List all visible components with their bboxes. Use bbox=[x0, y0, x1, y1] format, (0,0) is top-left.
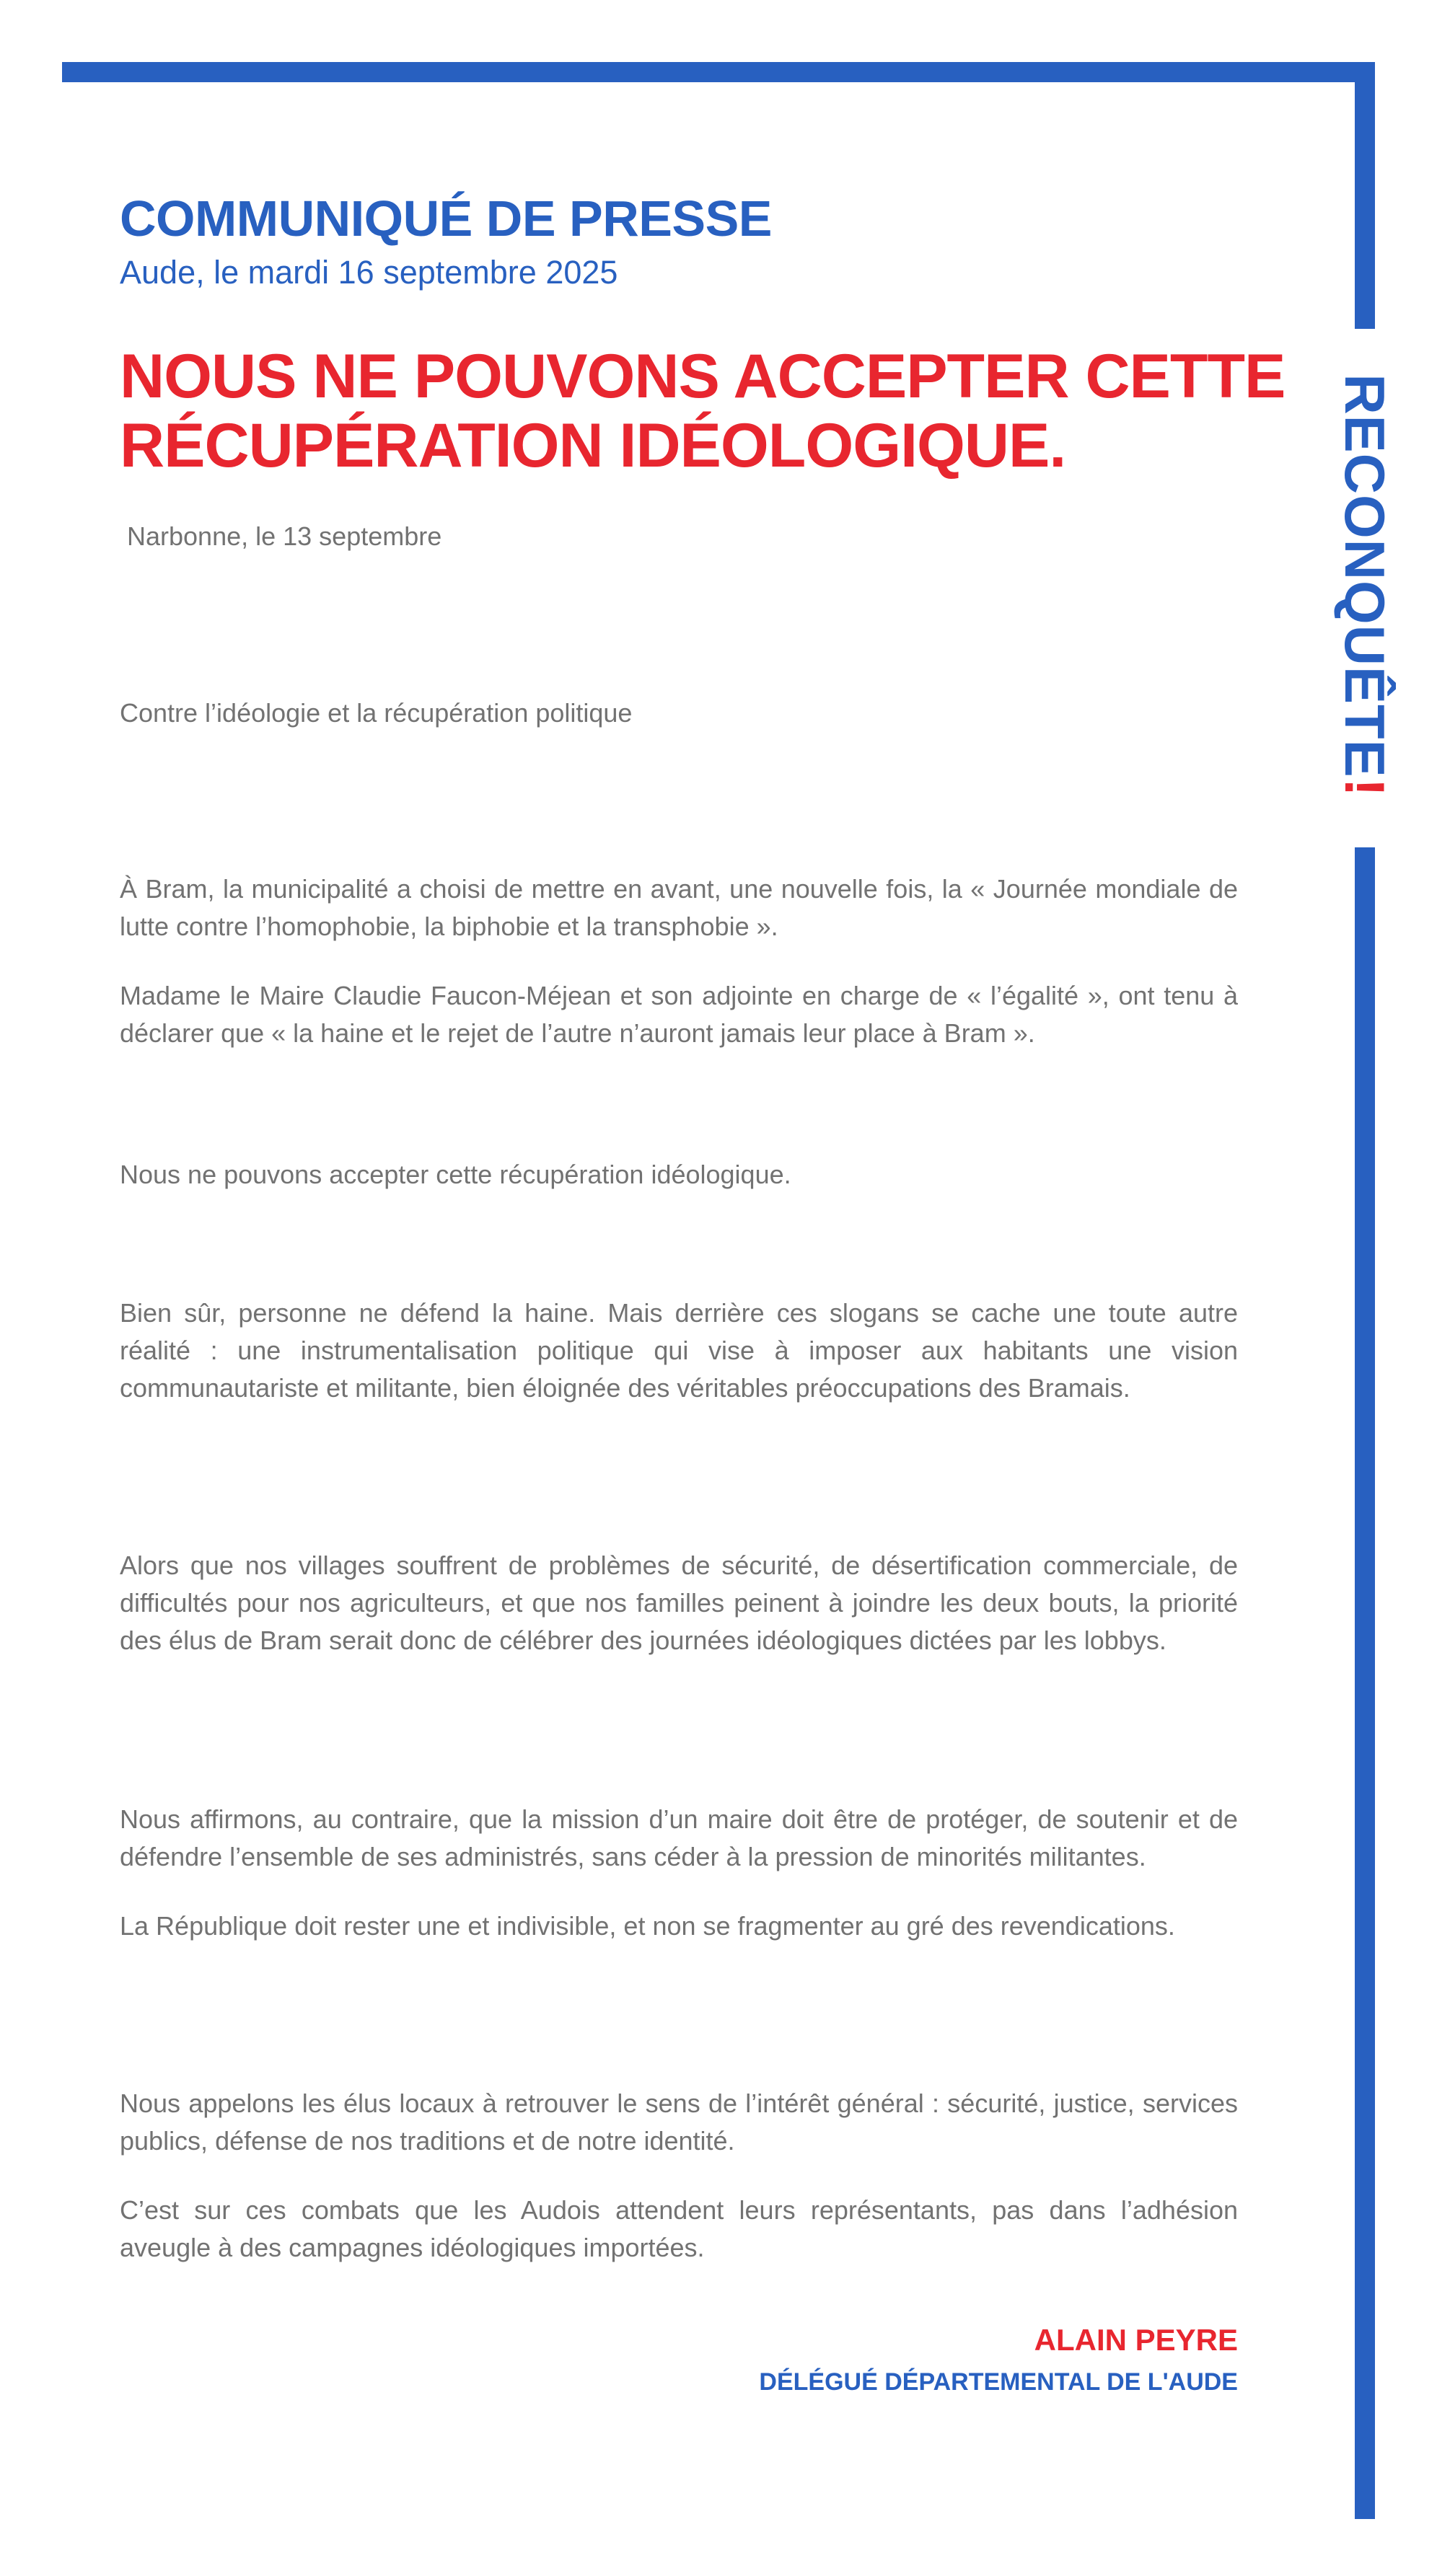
frame-right-bar-lower bbox=[1355, 847, 1375, 2519]
paragraph-7: Nous affirmons, au contraire, que la mission d’un maire doit être de protéger, de soutenir et de défendre l’ensemble de ses administrés, sans céder à la pression de minorités militantes. bbox=[120, 1804, 1238, 1871]
frame-top-bar bbox=[62, 62, 1375, 82]
brand-logo bbox=[1333, 374, 1397, 798]
kicker-title: COMMUNIQUÉ DE PRESSE bbox=[120, 190, 772, 247]
paragraph-9: Nous appelons les élus locaux à retrouver le sens de l’intérêt général : sécurité, justice, services publics, défense de nos traditions et de notre identité. bbox=[120, 2088, 1238, 2156]
place-date: Narbonne, le 13 septembre bbox=[127, 521, 442, 551]
paragraph-2: À Bram, la municipalité a choisi de mettre en avant, une nouvelle fois, la « Journée mondiale de lutte contre l’homophobie, la biphobie et la transphobie ». bbox=[120, 874, 1238, 941]
headline-line-1: NOUS NE POUVONS ACCEPTER CETTE bbox=[120, 342, 1286, 411]
paragraph-5: Bien sûr, personne ne défend la haine. Mais derrière ces slogans se cache une toute autre réalité : une instrumentalisation politique qui vise à imposer aux habitants une vision communautariste et militante, bien éloignée des véritables préoccupations des Bramais. bbox=[120, 1298, 1238, 1403]
paragraph-10: C’est sur ces combats que les Audois attendent leurs représentants, pas dans l’adhésion aveugle à des campagnes idéologiques importées. bbox=[120, 2195, 1238, 2262]
paragraph-1: Contre l’idéologie et la récupération politique bbox=[120, 698, 633, 728]
headline bbox=[120, 342, 1286, 480]
frame-right-bar-upper bbox=[1355, 62, 1375, 329]
paragraph-4: Nous ne pouvons accepter cette récupération idéologique. bbox=[120, 1160, 791, 1189]
signature-title: DÉLÉGUÉ DÉPARTEMENTAL DE L'AUDE bbox=[759, 2368, 1238, 2396]
signature-name: ALAIN PEYRE bbox=[1034, 2323, 1238, 2357]
headline-line-2: RÉCUPÉRATION IDÉOLOGIQUE. bbox=[120, 411, 1066, 480]
paragraph-8: La République doit rester une et indivisible, et non se fragmenter au gré des revendications. bbox=[120, 1911, 1175, 1941]
brand-exclamation: ! bbox=[1333, 777, 1397, 798]
release-date: Aude, le mardi 16 septembre 2025 bbox=[120, 254, 618, 291]
brand-text: RECONQUÊTE bbox=[1333, 374, 1397, 778]
paragraph-3: Madame le Maire Claudie Faucon-Méjean et son adjointe en charge de « l’égalité », ont tenu à déclarer que « la haine et le rejet de l’autre n’auront jamais leur place à Bram ». bbox=[120, 981, 1238, 1048]
paragraph-6: Alors que nos villages souffrent de problèmes de sécurité, de désertification commerciale, de difficultés pour nos agriculteurs, et que nos familles peinent à joindre les deux bouts, la priorité des élus de Bram serait donc de célébrer des journées idéologiques dictées par les lobbys. bbox=[120, 1551, 1238, 1655]
